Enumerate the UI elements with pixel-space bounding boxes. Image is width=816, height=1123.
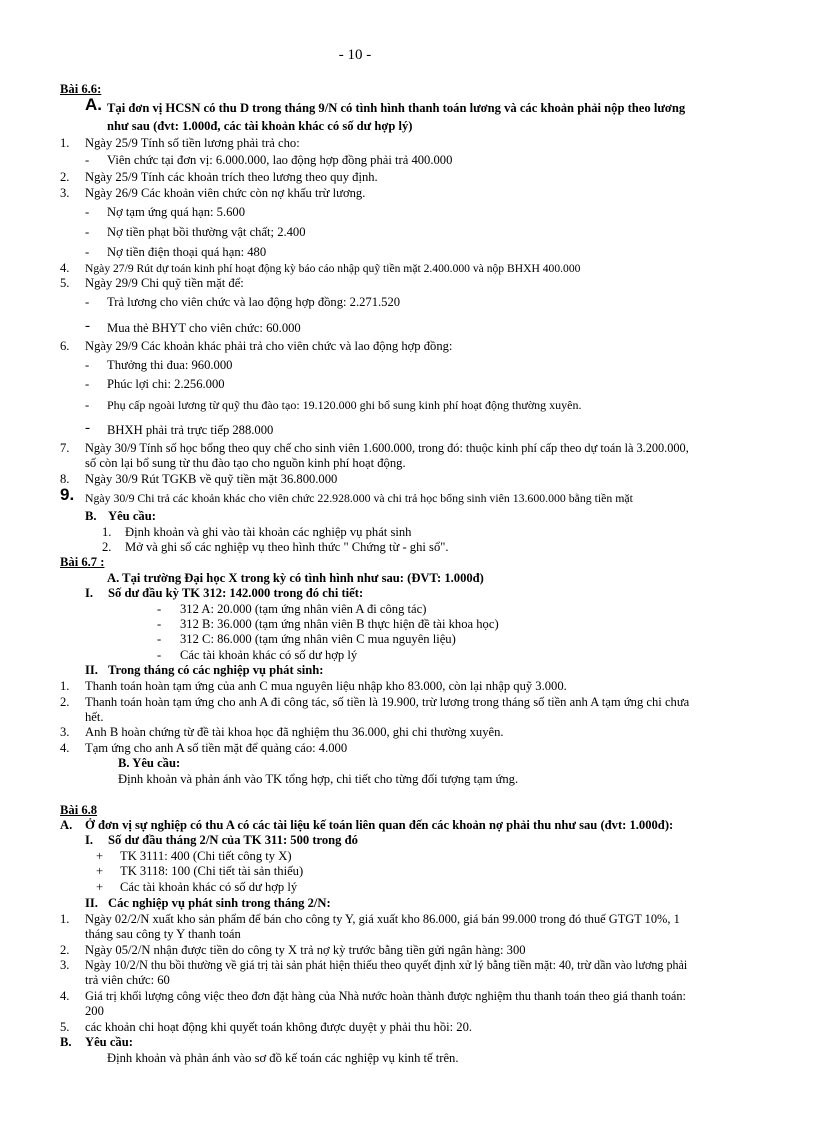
dash-bullet: - xyxy=(85,420,90,436)
sub-item: Phụ cấp ngoài lương từ quỹ thu đào tạo: 19.120.000 ghi bổ sung kinh phí hoạt động thường xuyên. xyxy=(107,398,582,412)
exercise-title: Bài 6.8 xyxy=(60,803,98,817)
dash-bullet: - xyxy=(157,648,162,662)
list-number: 2. xyxy=(102,540,112,554)
list-number: 1. xyxy=(60,679,70,693)
subsection-heading: Số dư đầu tháng 2/N của TK 311: 500 trong đó xyxy=(108,833,358,847)
sub-item: BHXH phải trả trực tiếp 288.000 xyxy=(107,423,274,437)
subsection-heading: Các nghiệp vụ phát sinh trong tháng 2/N: xyxy=(108,896,331,910)
list-item: Tạm ứng cho anh A số tiền mặt để quảng cáo: 4.000 xyxy=(85,741,348,755)
plus-bullet: + xyxy=(96,849,104,863)
section-marker: A. xyxy=(60,818,73,832)
list-item: Ngày 30/9 Chi trả các khoản khác cho viên chức 22.928.000 và chi trả học bổng sinh viên 13.600.000 bằng tiền mặt xyxy=(85,491,633,505)
detail-item: TK 3118: 100 (Chi tiết tài sản thiếu) xyxy=(120,864,304,878)
list-item-cont: số còn lại bổ sung từ thu đào tạo cho nguồn kinh phí hoạt động. xyxy=(85,456,406,470)
requirement-text: Định khoản và phản ánh vào TK tổng hợp, chi tiết cho từng đối tượng tạm ứng. xyxy=(118,772,519,786)
requirement-title: Yêu cầu: xyxy=(85,1035,133,1049)
dash-bullet: - xyxy=(85,318,90,334)
section-heading: Ở đơn vị sự nghiệp có thu A có các tài liệu kế toán liên quan đến các khoản nợ phải thu như sau (đvt: 1.000đ): xyxy=(85,818,674,832)
list-item: Thanh toán hoàn tạm ứng cho anh A đi công tác, số tiền là 19.900, trừ lương trong tháng số tiền anh A tạm ứng chi chưa xyxy=(85,695,690,709)
list-item-cont: hết. xyxy=(85,710,104,724)
list-number: 2. xyxy=(60,170,70,184)
requirement-marker: B. xyxy=(85,509,97,523)
list-item: Ngày 05/2/N nhận được tiền do công ty X trả nợ kỳ trước bằng tiền gửi ngân hàng: 300 xyxy=(85,943,526,957)
dash-bullet: - xyxy=(85,205,90,219)
plus-bullet: + xyxy=(96,880,104,894)
requirement-item: Định khoản và ghi vào tài khoản các nghiệp vụ phát sinh xyxy=(125,525,412,539)
sub-item: Nợ tiền điện thoại quá hạn: 480 xyxy=(107,245,267,259)
section-heading: Tại đơn vị HCSN có thu D trong tháng 9/N có tình hình thanh toán lương và các khoản phải nộp theo lương xyxy=(107,101,686,115)
sub-item: Nợ tiền phạt bồi thường vật chất; 2.400 xyxy=(107,225,306,239)
exercise-title: Bài 6.6: xyxy=(60,82,102,96)
sub-item: Nợ tạm ứng quá hạn: 5.600 xyxy=(107,205,246,219)
list-item-cont: trả viên chức: 60 xyxy=(85,973,170,987)
list-number: 5. xyxy=(60,276,70,290)
dash-bullet: - xyxy=(85,225,90,239)
detail-item: Các tài khoản khác có số dư hợp lý xyxy=(120,880,298,894)
dash-bullet: - xyxy=(85,295,90,309)
dash-bullet: - xyxy=(157,632,162,646)
roman-number: I. xyxy=(85,833,94,847)
detail-item: Các tài khoản khác có số dư hợp lý xyxy=(180,648,358,662)
list-item: Ngày 10/2/N thu bồi thường về giá trị tài sản phát hiện thiếu theo quyết định xử lý bằng tiền mặt: 40, trừ dần vào lương phải xyxy=(85,958,688,972)
list-number: 6. xyxy=(60,339,70,353)
list-item: Thanh toán hoàn tạm ứng của anh C mua nguyên liệu nhập kho 83.000, còn lại nhập quỹ 3.000. xyxy=(85,679,567,693)
section-marker: A. xyxy=(85,95,102,114)
sub-item: Viên chức tại đơn vị: 6.000.000, lao động hợp đồng phải trả 400.000 xyxy=(107,153,453,167)
list-item: các khoản chi hoạt động khi quyết toán không được duyệt y phải thu hồi: 20. xyxy=(85,1020,473,1034)
list-number: 1. xyxy=(60,912,70,926)
list-number: 4. xyxy=(60,741,70,755)
list-number: 4. xyxy=(60,989,70,1003)
sub-item: Trả lương cho viên chức và lao động hợp đồng: 2.271.520 xyxy=(107,295,401,309)
detail-item: 312 A: 20.000 (tạm ứng nhân viên A đi công tác) xyxy=(180,602,427,616)
list-item-cont: tháng sau công ty Y thanh toán xyxy=(85,927,241,941)
subsection-heading: Trong tháng có các nghiệp vụ phát sinh: xyxy=(108,663,324,677)
list-number: 5. xyxy=(60,1020,70,1034)
dash-bullet: - xyxy=(85,377,90,391)
sub-item: Thưởng thi đua: 960.000 xyxy=(107,358,233,372)
page-number: - 10 - xyxy=(338,47,372,63)
list-number: 3. xyxy=(60,186,70,200)
requirement-marker: B. xyxy=(60,1035,72,1049)
detail-item: 312 C: 86.000 (tạm ứng nhân viên C mua nguyên liệu) xyxy=(180,632,456,646)
list-item: Ngày 26/9 Các khoản viên chức còn nợ khấu trừ lương. xyxy=(85,186,366,200)
plus-bullet: + xyxy=(96,864,104,878)
list-number: 1. xyxy=(60,136,70,150)
list-item: Ngày 30/9 Rút TGKB về quỹ tiền mặt 36.800.000 xyxy=(85,472,338,486)
list-number: 3. xyxy=(60,725,70,739)
section-heading: A. Tại trường Đại học X trong kỳ có tình hình như sau: (ĐVT: 1.000đ) xyxy=(107,571,484,585)
list-number: 9. xyxy=(60,485,75,504)
list-number: 3. xyxy=(60,958,70,972)
detail-item: 312 B: 36.000 (tạm ứng nhân viên B thực hiện đề tài khoa học) xyxy=(180,617,499,631)
list-number: 7. xyxy=(60,441,70,455)
list-item: Anh B hoàn chứng từ đề tài khoa học đã nghiệm thu 36.000, ghi chi thường xuyên. xyxy=(85,725,504,739)
list-number: 2. xyxy=(60,695,70,709)
detail-item: TK 3111: 400 (Chi tiết công ty X) xyxy=(120,849,292,863)
dash-bullet: - xyxy=(85,153,90,167)
requirement-item: Mở và ghi sổ các nghiệp vụ theo hình thức " Chứng từ - ghi sổ". xyxy=(125,540,449,554)
roman-number: I. xyxy=(85,586,94,600)
subsection-heading: Số dư đầu kỳ TK 312: 142.000 trong đó chi tiết: xyxy=(108,586,364,600)
list-item: Giá trị khối lượng công việc theo đơn đặt hàng của Nhà nước hoàn thành được nghiệm thu thanh toán theo giá thanh toán: xyxy=(85,989,686,1003)
sub-item: Mua thẻ BHYT cho viên chức: 60.000 xyxy=(107,321,301,335)
dash-bullet: - xyxy=(85,245,90,259)
list-number: 1. xyxy=(102,525,112,539)
list-number: 4. xyxy=(60,261,70,275)
list-item: Ngày 29/9 Chi quỹ tiền mặt để: xyxy=(85,276,244,290)
dash-bullet: - xyxy=(157,602,162,616)
section-heading-cont: như sau (đvt: 1.000đ, các tài khoản khác có số dư hợp lý) xyxy=(107,119,413,133)
sub-item: Phúc lợi chi: 2.256.000 xyxy=(107,377,225,391)
roman-number: II. xyxy=(85,663,98,677)
list-number: 8. xyxy=(60,472,70,486)
requirement-title: Yêu cầu: xyxy=(108,509,156,523)
dash-bullet: - xyxy=(157,617,162,631)
list-item: Ngày 02/2/N xuất kho sản phẩm để bán cho công ty Y, giá xuất kho 86.000, giá bán 99.000 trong đó thuế GTGT 10%, 1 xyxy=(85,912,680,926)
list-number: 2. xyxy=(60,943,70,957)
requirement-title: B. Yêu cầu: xyxy=(118,756,181,770)
list-item: Ngày 30/9 Tính số học bổng theo quy chế cho sinh viên 1.600.000, trong đó: thuộc kinh phí cấp theo dự toán là 3.200.000, xyxy=(85,441,689,455)
list-item: Ngày 25/9 Tính số tiền lương phải trả cho: xyxy=(85,136,300,150)
list-item: Ngày 27/9 Rút dự toán kinh phí hoạt động kỳ báo cáo nhập quỹ tiền mặt 2.400.000 và nộp BHXH 400.000 xyxy=(85,262,581,275)
dash-bullet: - xyxy=(85,358,90,372)
dash-bullet: - xyxy=(85,398,90,412)
requirement-text: Định khoản và phản ánh vào sơ đồ kế toán các nghiệp vụ kinh tế trên. xyxy=(107,1051,459,1065)
roman-number: II. xyxy=(85,896,98,910)
exercise-title: Bài 6.7 : xyxy=(60,555,105,569)
list-item-cont: 200 xyxy=(85,1004,104,1018)
list-item: Ngày 25/9 Tính các khoản trích theo lương theo quy định. xyxy=(85,170,378,184)
list-item: Ngày 29/9 Các khoản khác phải trả cho viên chức và lao động hợp đồng: xyxy=(85,339,453,353)
